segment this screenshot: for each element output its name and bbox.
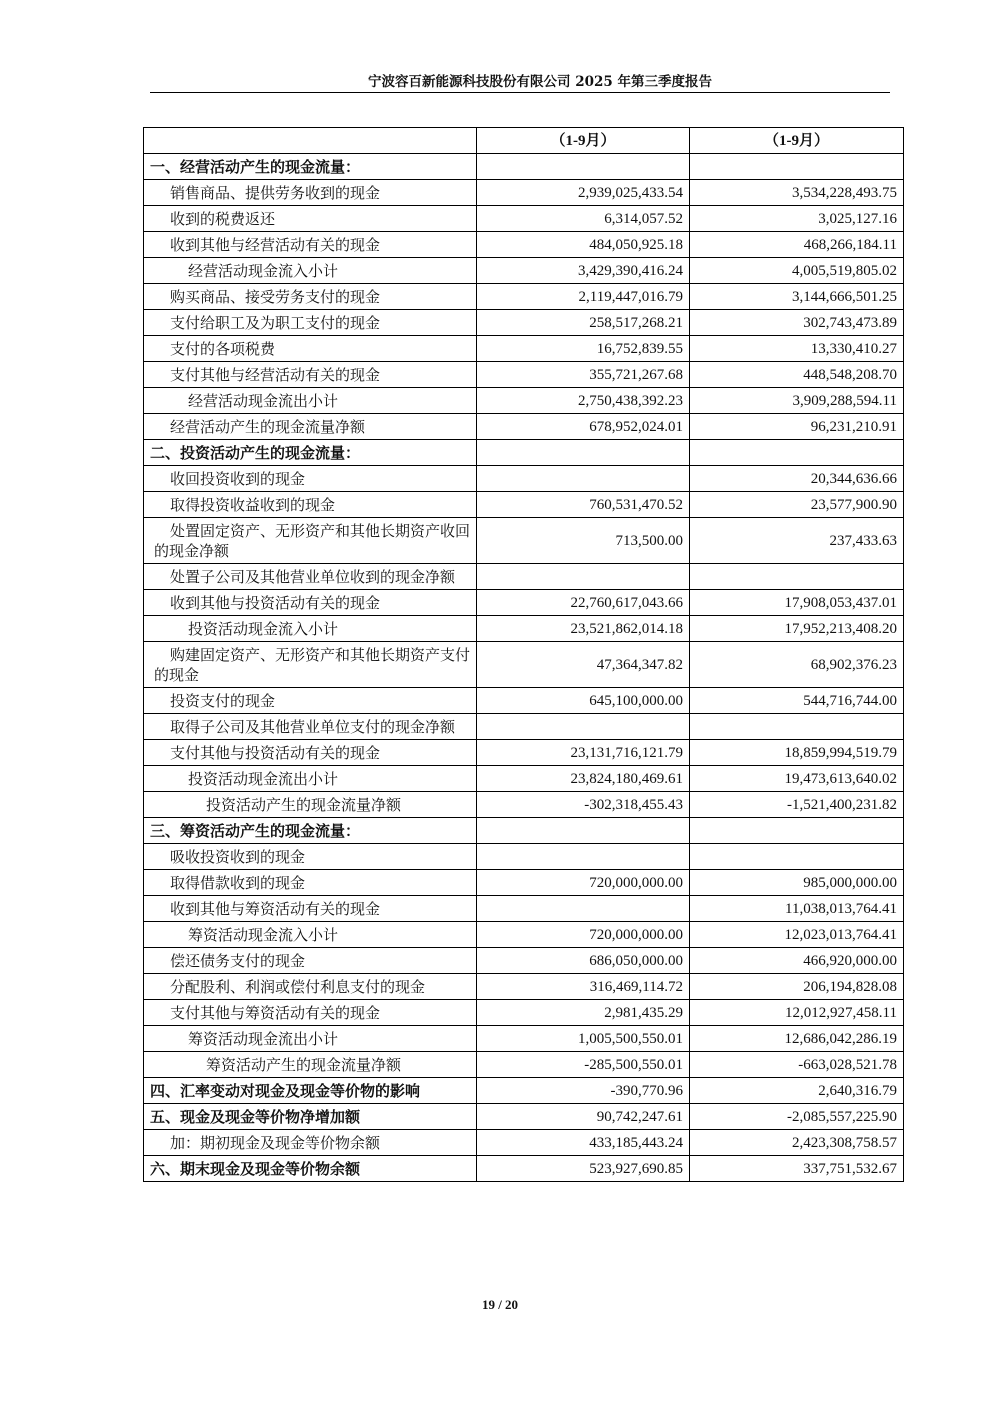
row-label: 投资活动产生的现金流量净额 (144, 792, 477, 818)
row-label: 分配股利、利润或偿付利息支付的现金 (144, 974, 477, 1000)
prior-period-value: 237,433.63 (690, 518, 904, 564)
current-period-value: -285,500,550.01 (477, 1052, 690, 1078)
prior-period-value (690, 714, 904, 740)
table-row (144, 1130, 904, 1156)
row-label: 经营活动产生的现金流量净额 (144, 414, 477, 440)
table-row (144, 362, 904, 388)
current-period-value: 6,314,057.52 (477, 206, 690, 232)
row-label: 处置固定资产、无形资产和其他长期资产收回的现金净额 (144, 518, 477, 564)
table-row (144, 1052, 904, 1078)
current-period-value (477, 440, 690, 466)
header-cell-current-period: （1-9月） (477, 128, 690, 154)
current-period-value: 523,927,690.85 (477, 1156, 690, 1182)
current-period-value: 23,521,862,014.18 (477, 616, 690, 642)
row-label: 五、现金及现金等价物净增加额 (144, 1104, 477, 1130)
row-label: 偿还债务支付的现金 (144, 948, 477, 974)
row-label: 销售商品、提供劳务收到的现金 (144, 180, 477, 206)
table-row (144, 896, 904, 922)
current-period-value: 2,981,435.29 (477, 1000, 690, 1026)
table-row (144, 1104, 904, 1130)
table-row (144, 336, 904, 362)
table-row (144, 258, 904, 284)
table-row (144, 232, 904, 258)
table-row (144, 616, 904, 642)
row-label: 取得借款收到的现金 (144, 870, 477, 896)
current-period-value: 720,000,000.00 (477, 870, 690, 896)
table-row (144, 740, 904, 766)
table-row (144, 206, 904, 232)
prior-period-value (690, 844, 904, 870)
row-label: 四、汇率变动对现金及现金等价物的影响 (144, 1078, 477, 1104)
prior-period-value: 20,344,636.66 (690, 466, 904, 492)
row-label: 处置子公司及其他营业单位收到的现金净额 (144, 564, 477, 590)
prior-period-value: 985,000,000.00 (690, 870, 904, 896)
row-label: 收到其他与筹资活动有关的现金 (144, 896, 477, 922)
prior-period-value: 206,194,828.08 (690, 974, 904, 1000)
table-row (144, 1000, 904, 1026)
current-period-value: 2,939,025,433.54 (477, 180, 690, 206)
table-row (144, 310, 904, 336)
table-row (144, 154, 904, 180)
prior-period-value: 302,743,473.89 (690, 310, 904, 336)
row-label: 取得投资收益收到的现金 (144, 492, 477, 518)
current-period-value: 1,005,500,550.01 (477, 1026, 690, 1052)
current-period-value: 760,531,470.52 (477, 492, 690, 518)
table-row (144, 1078, 904, 1104)
prior-period-value: 337,751,532.67 (690, 1156, 904, 1182)
current-period-value: 22,760,617,043.66 (477, 590, 690, 616)
cash-flow-table (143, 127, 904, 1182)
row-label: 支付的各项税费 (144, 336, 477, 362)
row-label: 投资活动现金流入小计 (144, 616, 477, 642)
current-period-value: 645,100,000.00 (477, 688, 690, 714)
table-row (144, 766, 904, 792)
prior-period-value: 18,859,994,519.79 (690, 740, 904, 766)
row-label: 筹资活动现金流出小计 (144, 1026, 477, 1052)
row-label: 二、投资活动产生的现金流量： (144, 440, 477, 466)
prior-period-value: 3,025,127.16 (690, 206, 904, 232)
row-label: 一、经营活动产生的现金流量： (144, 154, 477, 180)
prior-period-value (690, 564, 904, 590)
current-period-value: 678,952,024.01 (477, 414, 690, 440)
row-label: 经营活动现金流入小计 (144, 258, 477, 284)
row-label: 收到其他与投资活动有关的现金 (144, 590, 477, 616)
prior-period-value: -663,028,521.78 (690, 1052, 904, 1078)
prior-period-value: 4,005,519,805.02 (690, 258, 904, 284)
current-period-value (477, 466, 690, 492)
row-label: 支付其他与筹资活动有关的现金 (144, 1000, 477, 1026)
prior-period-value: 3,144,666,501.25 (690, 284, 904, 310)
current-period-value: 720,000,000.00 (477, 922, 690, 948)
row-label: 经营活动现金流出小计 (144, 388, 477, 414)
row-label: 支付其他与投资活动有关的现金 (144, 740, 477, 766)
prior-period-value: 544,716,744.00 (690, 688, 904, 714)
row-label: 加：期初现金及现金等价物余额 (144, 1130, 477, 1156)
prior-period-value: -2,085,557,225.90 (690, 1104, 904, 1130)
header-cell-prior-period: （1-9月） (690, 128, 904, 154)
current-period-value: 258,517,268.21 (477, 310, 690, 336)
table-row (144, 590, 904, 616)
page-number: 19 / 20 (481, 1297, 519, 1312)
current-period-value (477, 154, 690, 180)
row-label: 购买商品、接受劳务支付的现金 (144, 284, 477, 310)
prior-period-value: 23,577,900.90 (690, 492, 904, 518)
prior-period-value (690, 154, 904, 180)
row-label: 三、筹资活动产生的现金流量： (144, 818, 477, 844)
table-row (144, 564, 904, 590)
prior-period-value: 3,909,288,594.11 (690, 388, 904, 414)
prior-period-value: 13,330,410.27 (690, 336, 904, 362)
prior-period-value: 68,902,376.23 (690, 642, 904, 688)
current-period-value: 433,185,443.24 (477, 1130, 690, 1156)
current-period-value: 713,500.00 (477, 518, 690, 564)
table-row (144, 818, 904, 844)
table-row (144, 414, 904, 440)
current-period-value: 16,752,839.55 (477, 336, 690, 362)
table-row (144, 642, 904, 688)
current-period-value: 2,750,438,392.23 (477, 388, 690, 414)
table-row (144, 1156, 904, 1182)
current-period-value: 2,119,447,016.79 (477, 284, 690, 310)
row-label: 筹资活动产生的现金流量净额 (144, 1052, 477, 1078)
row-label: 投资活动现金流出小计 (144, 766, 477, 792)
current-period-value: 23,824,180,469.61 (477, 766, 690, 792)
prior-period-value: 17,952,213,408.20 (690, 616, 904, 642)
table-row (144, 388, 904, 414)
current-period-value: 47,364,347.82 (477, 642, 690, 688)
prior-period-value: 468,266,184.11 (690, 232, 904, 258)
prior-period-value: 17,908,053,437.01 (690, 590, 904, 616)
table-row (144, 870, 904, 896)
table-row (144, 440, 904, 466)
row-label: 六、期末现金及现金等价物余额 (144, 1156, 477, 1182)
current-period-value (477, 818, 690, 844)
current-period-value: 686,050,000.00 (477, 948, 690, 974)
prior-period-value: 2,423,308,758.57 (690, 1130, 904, 1156)
table-row (144, 466, 904, 492)
prior-period-value: 19,473,613,640.02 (690, 766, 904, 792)
prior-period-value (690, 440, 904, 466)
table-header-row (144, 128, 904, 154)
current-period-value: 355,721,267.68 (477, 362, 690, 388)
row-label: 投资支付的现金 (144, 688, 477, 714)
prior-period-value: 12,012,927,458.11 (690, 1000, 904, 1026)
current-period-value (477, 896, 690, 922)
prior-period-value: 466,920,000.00 (690, 948, 904, 974)
table-row (144, 688, 904, 714)
table-row (144, 714, 904, 740)
table-row (144, 284, 904, 310)
row-label: 取得子公司及其他营业单位支付的现金净额 (144, 714, 477, 740)
prior-period-value: 96,231,210.91 (690, 414, 904, 440)
table-row (144, 974, 904, 1000)
current-period-value: -390,770.96 (477, 1078, 690, 1104)
row-label: 筹资活动现金流入小计 (144, 922, 477, 948)
row-label: 支付给职工及为职工支付的现金 (144, 310, 477, 336)
current-period-value: 484,050,925.18 (477, 232, 690, 258)
table-row (144, 1026, 904, 1052)
header-divider (150, 92, 890, 93)
current-period-value (477, 564, 690, 590)
row-label: 收到其他与经营活动有关的现金 (144, 232, 477, 258)
table-row (144, 180, 904, 206)
row-label: 购建固定资产、无形资产和其他长期资产支付的现金 (144, 642, 477, 688)
prior-period-value: 448,548,208.70 (690, 362, 904, 388)
current-period-value: 90,742,247.61 (477, 1104, 690, 1130)
row-label: 吸收投资收到的现金 (144, 844, 477, 870)
report-header: 宁波容百新能源科技股份有限公司 2025 年第三季度报告 (368, 74, 712, 90)
prior-period-value: 12,686,042,286.19 (690, 1026, 904, 1052)
table-row (144, 844, 904, 870)
current-period-value: 23,131,716,121.79 (477, 740, 690, 766)
current-period-value: 3,429,390,416.24 (477, 258, 690, 284)
current-period-value (477, 844, 690, 870)
prior-period-value: 2,640,316.79 (690, 1078, 904, 1104)
table-row (144, 518, 904, 564)
prior-period-value: 12,023,013,764.41 (690, 922, 904, 948)
current-period-value (477, 714, 690, 740)
prior-period-value: -1,521,400,231.82 (690, 792, 904, 818)
table-row (144, 922, 904, 948)
row-label: 收到的税费返还 (144, 206, 477, 232)
prior-period-value: 3,534,228,493.75 (690, 180, 904, 206)
header-cell-label (144, 128, 477, 154)
current-period-value: -302,318,455.43 (477, 792, 690, 818)
prior-period-value (690, 818, 904, 844)
row-label: 收回投资收到的现金 (144, 466, 477, 492)
current-period-value: 316,469,114.72 (477, 974, 690, 1000)
row-label: 支付其他与经营活动有关的现金 (144, 362, 477, 388)
table-row (144, 948, 904, 974)
table-row (144, 792, 904, 818)
prior-period-value: 11,038,013,764.41 (690, 896, 904, 922)
table-row (144, 492, 904, 518)
